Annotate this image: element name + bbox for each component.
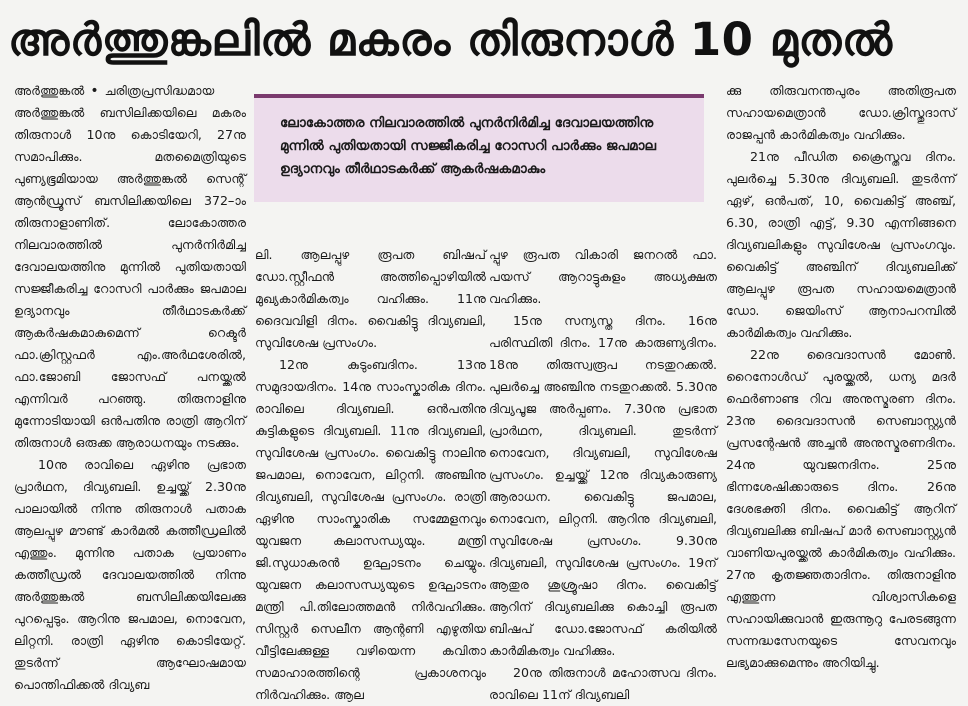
article-paragraph: 15നു സന്യസ്ത ദിനം. 16നു പരിസ്ഥിതി ദിനം. 17നു കാരുണ്യദിനം. 18നു തിരുസ്വരൂപ നടതുറക്കൽ. പുലർച്ചെ അഞ്ചിനു നടതുറക്കൽ. 5.30നു ദിവ്യപൂജ അർപ്പണം. 7.30നു പ്രഭാത പ്രാർഥന, ദിവ്യബലി. തുടർന്ന് നൊവേന, ദിവ്യബലി, സുവിശേഷ പ്രസംഗം. ഉച്ചയ്ക്ക് 12നു ദിവ്യകാരുണ്യ ആരാധന. വൈകിട്ടു ജപമാല, നൊവേന, ലിറ്റനി. ആറിനു ദിവ്യബലി, സുവിശേഷ പ്രസംഗം. 9.30നു ദിവ്യബലി, സുവിശേഷ പ്രസംഗം. 19ന് ആതുര ശുശ്രൂഷാ ദിനം. വൈകിട്ട് ആറിന് ദിവ്യബലിക്കു കൊച്ചി രൂപത ബിഷപ് ഡോ.ജോസഫ് കരിയിൽ കാർമികത്വം വഹിക്കും. bbox=[489, 313, 717, 658]
dateline-bullet: • bbox=[90, 83, 99, 99]
article-paragraph bbox=[14, 80, 246, 454]
article-paragraph: 21നു പീഡിത ക്രൈസ്തവ ദിനം. പുലർച്ചെ 5.30നു ദിവ്യബലി. തുടർന്ന് ഏഴ്, ഒൻപത്, 10, വൈകിട്ട് അഞ്ച്, 6.30, രാത്രി എട്ട്, 9.30 എന്നിങ്ങനെ ദിവ്യബലികളും സുവിശേഷ പ്രസംഗവും. വൈകിട്ട് അഞ്ചിന് ദിവ്യബലിക്ക് ആലപ്പുഴ രൂപത സഹായമെത്രാൻ ഡോ. ജെയിംസ് ആനാപറമ്പിൽ കാർമികത്വം വഹിക്കും. bbox=[726, 149, 956, 340]
article-column-1 bbox=[14, 80, 246, 692]
article-column-4 bbox=[726, 80, 956, 670]
article-column-3 bbox=[489, 244, 717, 702]
pull-quote: ലോകോത്തര നിലവാരത്തിൽ പുനർനിർമിച്ച ദേവാലയത്തിനു മുന്നിൽ പുതിയതായി സജ്ജീകരിച്ച റോസറി പാർക്കും ജപമാല ഉദ്യാനവും തീർഥാടകർക്ക് ആകർഷകമാകും bbox=[254, 94, 704, 202]
headline: അർത്തുങ്കലിൽ മകരം തിരുനാൾ 10 മുതൽ bbox=[8, 13, 893, 66]
article-paragraph: പ്പുഴ രൂപത വികാരി ജനറൽ ഫാ. പയസ് ആറാട്ടുകുളം അധ്യക്ഷത വഹിക്കും. bbox=[489, 247, 717, 306]
article-paragraph: 22നു ദൈവദാസൻ മോൺ. റൈനോൾഡ് പുരയ്ക്കൽ, ധന്യ മദർ ഫെർണാണ്ട റിവ അനുസ്മരണ ദിനം. 23നു ദൈവദാസൻ സെബാസ്റ്റ്യൻ പ്രസന്റേഷൻ അച്ചൻ അനുസ്മരണദിനം. 24നു യുവജനദിനം. 25നു ഭിന്നശേഷിക്കാരുടെ ദിനം. 26നു ദേശഭക്തി ദിനം. വൈകിട്ട് ആറിന് ദിവ്യബലിക്കു ബിഷപ് മാർ സെബാസ്റ്റ്യൻ വാണിയപുരയ്ക്കൽ കാർമികത്വം വഹിക്കും. 27നു കൃതജ്ഞതാദിനം. തിരുനാളിനു എത്തുന്ന വിശ്വാസികളെ സഹായിക്കുവാൻ ഇരുന്നൂറു പേരടങ്ങുന്ന സന്നദ്ധസേനയുടെ സേവനവും ലഭ്യമാക്കുമെന്നും അറിയിച്ചു. bbox=[726, 347, 956, 670]
article-paragraph: ലി. ആലപ്പുഴ രൂപത ബിഷപ് ഡോ.സ്റ്റീഫൻ അത്തിപ്പൊഴിയിൽ മുഖ്യകാർമികത്വം വഹിക്കും. 11നു ദൈവവിളി ദിനം. വൈകിട്ടു ദിവ്യബലി, സുവിശേഷ പ്രസംഗം. bbox=[255, 247, 486, 350]
article-column-2 bbox=[255, 244, 486, 702]
article-paragraph: 12നു കുടുംബദിനം. 13നു സമുദായദിനം. 14നു സാംസ്കാരിക ദിനം. രാവിലെ ദിവ്യബലി. ഒൻപതിനു കുട്ടികളുടെ ദിവ്യബലി. 11നു ദിവ്യബലി, സുവിശേഷ പ്രസംഗം. വൈകിട്ടു നാലിനു ജപമാല, നൊവേന, ലിറ്റനി. അഞ്ചിനു ദിവ്യബലി, സുവിശേഷ പ്രസംഗം. രാത്രി ഏഴിനു സാംസ്കാരിക സമ്മേളനവും യുവജന കലാസന്ധ്യയും. മന്ത്രി ജി.സുധാകരൻ ഉദ്ഘാടനം ചെയ്യും. യുവജന കലാസന്ധ്യയുടെ ഉദ്ഘാടനം മന്ത്രി പി.തിലോത്തമൻ നിർവഹിക്കും. സിസ്റ്റർ സെലീന ആന്റണി എഴുതിയ വീട്ടിലേക്കുള്ള വഴിയെന്ന കവിതാ സമാഹാരത്തിന്റെ പ്രകാശനവും നിർവഹിക്കും. ആല bbox=[255, 357, 486, 702]
article-paragraph: 20നു തിരുനാൾ മഹോത്സവ ദിനം. രാവിലെ 11ന് ദിവ്യബലി bbox=[489, 665, 717, 702]
article-paragraph: 10നു രാവിലെ ഏഴിനു പ്രഭാത പ്രാർഥന, ദിവ്യബലി. ഉച്ചയ്ക്ക് 2.30നു പാലായിൽ നിന്നു തിരുനാൾ പതാക ആലപ്പുഴ മൗണ്ട് കാർമൽ കത്തീഡ്രലിൽ എത്തും. മുന്നിനു പതാക പ്രയാണം കത്തീഡ്രൽ ദേവാലയത്തിൽ നിന്നു അർത്തുങ്കൽ ബസിലിക്കയിലേക്കു പുറപ്പെടും. ആറിനു ജപമാല, നൊവേന, ലിറ്റനി. രാത്രി ഏഴിനു കൊടിയേറ്റ്. തുടർന്ന് ആഘോഷമായ പൊന്തിഫിക്കൽ ദിവ്യബ bbox=[14, 457, 246, 692]
paragraph-text: ചരിത്രപ്രസിദ്ധമായ അർത്തുങ്കൽ ബസിലിക്കയിലെ മകരം തിരുനാൾ 10നു കൊടിയേറി, 27നു സമാപിക്കും. മതമൈത്രിയുടെ പുണ്യഭൂമിയായ അർത്തുങ്കൽ സെന്റ് ആൻഡ്രൂസ് ബസിലിക്കയിലെ 372–ാം തിരുനാളാണിത്. ലോകോത്തര നിലവാരത്തിൽ പുനർനിർമിച്ച ദേവാലയത്തിനു മുന്നിൽ പുതിയതായി സജ്ജീകരിച്ച റോസറി പാർക്കും ജപമാല ഉദ്യാനവും തീർഥാടകർക്ക് ആകർഷകമാകുമെന്ന് റെക്ടർ ഫാ.ക്രിസ്റ്റഫർ എം.അർഥശേരിൽ, ഫാ.ജോബി ജോസഫ് പനയ്ക്കൽ എന്നിവർ പറഞ്ഞു. തിരുനാളിനു മുന്നോടിയായി ഒൻപതിനു രാത്രി ആറിന് തിരുനാൾ ഒരുക്ക ആരാധനയും നടക്കും. bbox=[14, 83, 246, 450]
dateline: അർത്തുങ്കൽ bbox=[14, 83, 85, 98]
article-paragraph: ക്കു തിരുവനന്തപുരം അതിരൂപത സഹായമെത്രാൻ ഡോ.ക്രിസ്തുദാസ് രാജപ്പൻ കാർമികത്വം വഹിക്കും. bbox=[726, 83, 956, 142]
